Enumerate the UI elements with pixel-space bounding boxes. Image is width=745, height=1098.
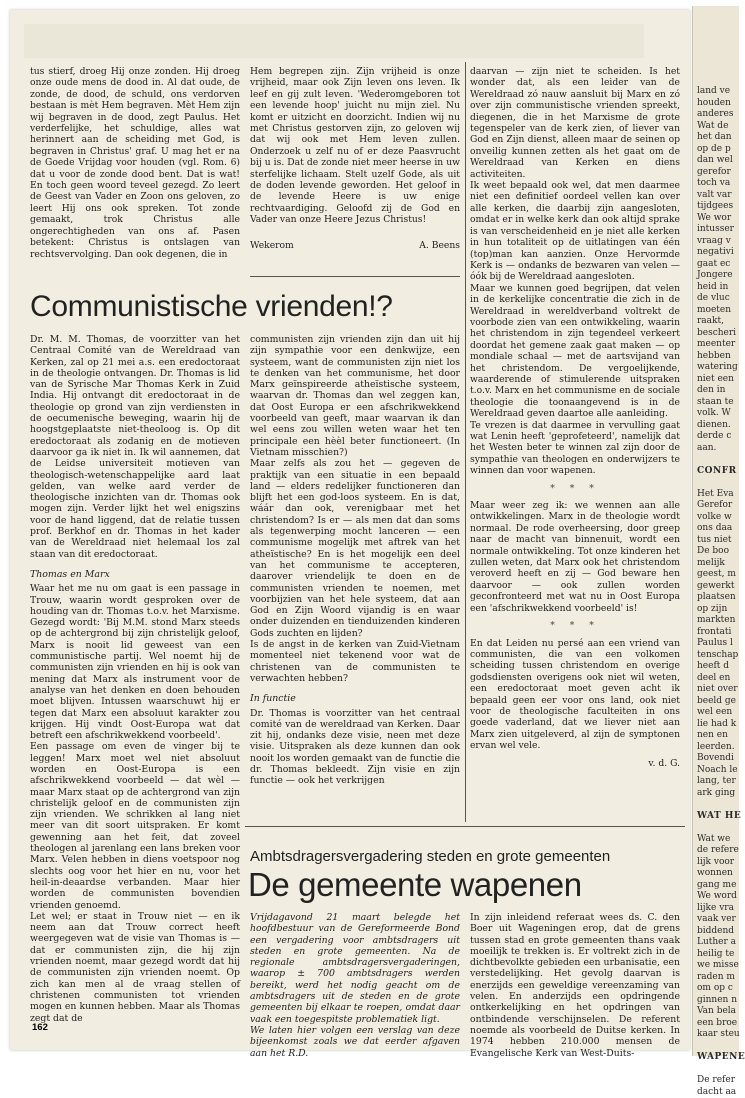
adjacent-line: watering xyxy=(693,362,739,374)
adjacent-line: dacht aa xyxy=(693,1087,739,1098)
article2-lead-text: We laten hier volgen een verslag van deze bijeenkomst zoals we dat eerder afgaven aan het R.D. xyxy=(250,1025,460,1059)
adjacent-line: negativi xyxy=(693,247,739,259)
adjacent-line: Wat we xyxy=(693,834,739,846)
adjacent-line: dan wel xyxy=(693,155,739,167)
adjacent-line: bescheri xyxy=(693,328,739,340)
article1-col1 xyxy=(30,334,240,1024)
adjacent-line: Paulus l xyxy=(693,638,739,650)
adjacent-line: Jongere xyxy=(693,270,739,282)
adjacent-line: markten xyxy=(693,615,739,627)
adjacent-line: heilig te xyxy=(693,949,739,961)
adjacent-line: lang, ter xyxy=(693,776,739,788)
adjacent-line: wel een xyxy=(693,707,739,719)
right-text: daarvan — zijn niet te scheiden. Is het wonder dat, als een leider van de Wereldraad zó nauw aansluit bij Marx en zó over zijn communistische vrienden spreekt, diegenen, die in het Marxisme de grote tegenspeler van de kerk zien, of liever van God en Zijn dienst, alleen maar de seinen op onveilig kunnen zetten als het gaat om de Wereldraad van Kerken en diens activiteiten. xyxy=(470,66,680,180)
adjacent-line: ark ging xyxy=(693,788,739,800)
article-text: Dr. Thomas is voorzitter van het centraal comité van de wereldraad van Kerken. Daar zit hij, ondanks deze visie, neen met deze visie. Uitspraken als deze kunnen dan ook nooit los worden gemaakt van de functie die dr. Thomas bekleedt. Zijn visie en zijn functie — ook het verkrijgen xyxy=(250,708,460,787)
section-stars: * * * xyxy=(470,483,680,494)
adjacent-line: we misse xyxy=(693,960,739,972)
adjacent-line: niet over xyxy=(693,684,739,696)
right-signature: v. d. G. xyxy=(470,758,680,769)
adjacent-line: heeft d xyxy=(693,661,739,673)
adjacent-line: lijk voor xyxy=(693,857,739,869)
adjacent-line: hebben xyxy=(693,351,739,363)
adjacent-line: De boo xyxy=(693,546,739,558)
right-column xyxy=(470,66,680,769)
adjacent-line: De refer xyxy=(693,1075,739,1087)
adjacent-line: heid in xyxy=(693,282,739,294)
adjacent-line: Wat de xyxy=(693,121,739,133)
article-text: Een passage om even de vinger bij te leggen! Marx moet wel niet absoluut worden en Oost-Europa is een afschrikwekkend voorbeeld — dat wèl — maar Marx staat op de achtergrond van zijn christelijk geloof en de communisten zijn zijn vrienden. We schrikken al lang niet meer van dit soort uitspraken. Er komt gewenning aan het feit, dat zoveel theologen al jarenlang een lans breken voor Marx. Velen hebben in diens voetspoor nog slechts oog voor het hier en nu, voor het heil-in-deaardse verbanden. Maar hier worden de communisten bovendien vrienden genoemd. xyxy=(30,741,240,910)
adjacent-line: raden m xyxy=(693,972,739,984)
article1-col2 xyxy=(250,334,460,787)
adjacent-line: nen en xyxy=(693,730,739,742)
adjacent-line: anderes xyxy=(693,109,739,121)
adjacent-line: op de p xyxy=(693,144,739,156)
adjacent-line: houden xyxy=(693,98,739,110)
article-text: Let wel; er staat in Trouw niet — en ik neem aan dat Trouw correct heeft weergegeven wat de visie van Thomas is — dat er communisten zijn, die hij zijn vrienden noemt, maar gezegd wordt dat hij de communisten zijn vrienden noemt. Op zich kan men al de vraag stellen of christenen communisten tot vrienden mogen en kunnen hebben. Maar als Thomas zegt dat de xyxy=(30,911,240,1024)
adjacent-line: melijk xyxy=(693,558,739,570)
adjacent-line: de refere xyxy=(693,845,739,857)
adjacent-line: deel en xyxy=(693,673,739,685)
adjacent-line: tenschap xyxy=(693,650,739,662)
adjacent-line: het dan xyxy=(693,132,739,144)
adjacent-heading: WAT HE xyxy=(693,811,739,823)
article2-lead xyxy=(250,912,460,1059)
adjacent-line: raakt, xyxy=(693,316,739,328)
page-number: 162 xyxy=(32,1022,48,1033)
adjacent-line: biddend xyxy=(693,926,739,938)
adjacent-line: dienen. xyxy=(693,420,739,432)
adjacent-line: lie had k xyxy=(693,719,739,731)
adjacent-line: Bovendi xyxy=(693,753,739,765)
adjacent-line: om op c xyxy=(693,983,739,995)
adjacent-line: vraag v xyxy=(693,236,739,248)
article2-kicker: Ambtsdragersvergadering steden en grote gemeenten xyxy=(250,848,670,865)
article-text: Waar het me nu om gaat is een passage in Trouw, waarin wordt gesproken over de houding van dr. Thomas t.o.v. het Marxisme. Gezegd wordt: 'Bij M.M. stond Marx steeds op de achtergrond bij zijn christelijk geloof, Marx is nooit lid geweest van een communistische partij. Wel noemt hij de communisten zijn vrienden en hij is ook van mening dat Marx als instrument voor de analyse van het denken en doen behouden moet blijven. Intussen waarschuwt hij er tegen dat Marx een absoluut karakter zou krijgen. Hij vindt Oost-Europa wat dat betreft een afschrikwekkend voorbeeld'. xyxy=(30,583,240,741)
adjacent-line: beeld ge xyxy=(693,696,739,708)
adjacent-line: volke w xyxy=(693,512,739,524)
adjacent-line: intusser xyxy=(693,224,739,236)
adjacent-line: valt var xyxy=(693,190,739,202)
top-article-author: A. Beens xyxy=(419,240,460,251)
article-text: Maar zelfs als zou het — gegeven de praktijk van een situatie in een bepaald land — elders redelijker functioneren dan blijft het een god-loos systeem. En is dat, wáár dan ook, verenigbaar met het christendom? Is er — als men dat dan soms als tegenwerping mocht lanceren — een communisme mogelijk met aftrek van het atheïstische? En is het mogelijk een deel van het communisme te accepteren, daarover vriendelijk te doen en de communisten vrienden te noemen, met voorbijzien van het hele systeem, dat aan God en Zijn Woord vijandig is en waar onder duizenden en tienduizenden kinderen Gods zuchten en lijden? xyxy=(250,458,460,639)
adjacent-line: tus niet xyxy=(693,535,739,547)
adjacent-line: gerefor xyxy=(693,167,739,179)
adjacent-line: We wor xyxy=(693,213,739,225)
adjacent-line: gaat ec xyxy=(693,259,739,271)
adjacent-line: geest, m xyxy=(693,569,739,581)
adjacent-heading: CONFR xyxy=(693,466,739,478)
adjacent-line: aan. xyxy=(693,443,739,455)
adjacent-line: vaak ver xyxy=(693,914,739,926)
adjacent-line: toch va xyxy=(693,178,739,190)
adjacent-line: volk. W xyxy=(693,408,739,420)
right-text: Maar we kunnen goed begrijpen, dat velen in de kerkelijke concentratie die zich in de Wereldraad in wereldverband voltrekt de voorbode zien van een ontwikkeling, waarin het christendom in zijn tegendeel verkeert doordat het gemene zaak gaat maken — op mondiale schaal — met de aartsvijand van het christendom. De vergoelijkende, waarderende of stimulerende uitspraken t.o.v. Marx en het communisme en de sociale theologie die toonaangevend is in de Wereldraad geven daartoe alle aanleiding. xyxy=(470,283,680,420)
top-article-col2 xyxy=(250,66,460,251)
adjacent-line: Gerefor xyxy=(693,500,739,512)
adjacent-line: op zijn xyxy=(693,604,739,616)
article2-lead-text: Vrijdagavond 21 maart belegde het hoofdbestuur van de Gereformeerde Bond een vergadering voor ambtsdragers uit steden en grote gemeenten. Na de regionale ambtsdragersvergaderingen, waarop ± 700 ambtsdragers werden bereikt, werd het nodig geacht om de ambtsdragers uit de steden en de grote gemeenten bij elkaar te roepen, omdat daar vaak een toegespitste problematiek ligt. xyxy=(250,912,460,1025)
article-text: communisten zijn vrienden zijn dan uit hij zijn sympathie voor een denkwijze, een systeem, want de communisten zijn niet los te denken van het communisme, het door Marx geïnspireerde atheïstische systeem, waarvan dr. Thomas dan wel zeggen kan, dat Oost Europa er een afschrikwekkend voorbeeld van geeft, maar waarvan ik dan wel eens zou willen weten waar het ten principale een hèèl beter functioneert. (In Vietnam misschien?) xyxy=(250,334,460,458)
article-subheading: Thomas en Marx xyxy=(30,569,240,580)
adjacent-line: Het Eva xyxy=(693,489,739,501)
adjacent-line: plaatsen xyxy=(693,592,739,604)
right-text: En dat Leiden nu persé aan een vriend van communisten, die van een volkomen scheiding tussen christendom en overige godsdiensten overigens ook niet wil weten, een eredoctoraat moet geven acht ik bepaald geen eer voor ons land, ook niet voor de theologische faculteiten in ons goede vaderland, dat we liever niet aan Marx zien uitgeleverd, al zijn de symptonen ervan wel vele. xyxy=(470,638,680,752)
article2-body-text: In zijn inleidend referaat wees ds. C. den Boer uit Wageningen erop, dat de grens tussen stad en grote gemeenten thans vaak moeilijk te trekken is. Er voltrekt zich in de dichtbevolkte gebieden een urbanisatie, een verstedelijking. Het gevolg daarvan is enerzijds een geweldige vereenzaming van velen. En anderzijds een opdringende ontkerkelijking en het opdringen van ontbindende verschijnselen. De referent noemde als voorbeeld de Duitse kerken. In 1974 hebben 210.000 mensen de Evangelische Kerk van West-Duits- xyxy=(470,912,680,1059)
adjacent-line: den in xyxy=(693,385,739,397)
column-rule xyxy=(465,62,466,822)
adjacent-line: Luther a xyxy=(693,937,739,949)
right-text: Te vrezen is dat daarmee in vervulling gaat wat Lenin heeft 'geprofeteerd', namelijk dat het Westen beter te winnen zal zijn door de sympathie van theologen en onderwijzers te winnen dan voor wapenen. xyxy=(470,420,680,477)
right-text: Ik weet bepaald ook wel, dat men daarmee niet een definitief oordeel vellen kan over alle kerken, die daarbij zijn aangesloten, omdat er in welke kerk dan ook altijd sprake is van verscheidenheid en je niet alle kerken in hun totaliteit op de uitlatingen van één (top)man kan aanzien. Onze Hervormde Kerk is — ondanks de bezwaren van velen — óók bij de Wereldraad aangesloten. xyxy=(470,180,680,283)
article-subheading: In functie xyxy=(250,693,460,704)
article-text: Dr. M. M. Thomas, de voorzitter van het Centraal Comité van de Wereldraad van Kerken, zal op 21 mei a.s. een eredoctoraat in de theologie ontvangen. Dr. Thomas is lid van de Syrische Mar Thomas Kerk in Zuid India. Hij ontvangt dit eredoctoraat in de theologie op grond van zijn verdiensten in de oecumenische beweging, waarin hij de hoogstgeplaatste niet-theoloog is. Op dit eredoctoraat als zodanig en de motieven daarvoor ga ik niet in. Ik wil aannemen, dat de Leidse universiteit motieven van theologisch-wetenschappelijke aard laat gelden, van welke aard verder de theologische inzichten van dr. Thomas ook mogen zijn. Verder lijkt het wel enigszins voor de hand liggend, dat de relatie tussen prof. Berkhof en dr. Thomas in het kader van de Wereldraad niet helemaal los zal staan van dit eredoctoraat. xyxy=(30,334,240,560)
divider xyxy=(245,826,685,827)
page-top-strip xyxy=(24,24,644,58)
section-stars: * * * xyxy=(470,620,680,631)
adjacent-line: kaar steu xyxy=(693,1029,739,1041)
adjacent-line: de vluc xyxy=(693,293,739,305)
adjacent-line: een broe xyxy=(693,1018,739,1030)
adjacent-line: tijdgees xyxy=(693,201,739,213)
adjacent-line: ginnen n xyxy=(693,995,739,1007)
article2-body xyxy=(470,912,680,1059)
right-text: Maar weer zeg ik: we wennen aan alle ontwikkelingen. Marx in de theologie wordt normaal. De rode overheersing, door greep naar de macht van binnenuit, wordt een normale ontwikkeling. Tot onze kinderen het zullen weten, dat Marx ook het christendom veroverd heeft en zij — God beware hen daarvoor — ook zullen worden geconfronteerd met wat nu in Oost Europa een 'afschrikwekkend voorbeeld' is! xyxy=(470,500,680,614)
adjacent-line: land ve xyxy=(693,86,739,98)
adjacent-line: frontati xyxy=(693,627,739,639)
article-title: Communistische vrienden!? xyxy=(30,290,450,324)
adjacent-line: wonnen xyxy=(693,868,739,880)
divider xyxy=(250,276,460,277)
article-text: Is de angst in de kerken van Zuid-Vietnam momenteel niet tekenend voor wat de christenen van de communisten te verwachten hebben? xyxy=(250,639,460,684)
adjacent-line: staan te xyxy=(693,397,739,409)
top-article-signature xyxy=(250,240,460,251)
adjacent-line: gewerkt xyxy=(693,581,739,593)
top-article-col1 xyxy=(30,66,240,260)
adjacent-line: Van bela xyxy=(693,1006,739,1018)
article2-title: De gemeente wapenen xyxy=(248,866,678,904)
adjacent-page-strip xyxy=(692,6,739,1056)
adjacent-line: leerden. xyxy=(693,742,739,754)
adjacent-line: We word xyxy=(693,891,739,903)
adjacent-line: lijke vra xyxy=(693,903,739,915)
adjacent-heading: WAPENE xyxy=(693,1052,739,1064)
adjacent-line: derde c xyxy=(693,431,739,443)
adjacent-line: ons daa xyxy=(693,523,739,535)
adjacent-line: moeten xyxy=(693,305,739,317)
adjacent-line: gang me xyxy=(693,880,739,892)
adjacent-line: niet een xyxy=(693,374,739,386)
adjacent-line: meenter xyxy=(693,339,739,351)
top-article-text: tus stierf, droeg Hij onze zonden. Hij droeg onze oude mens de dood in. Al dat oude, de zonde, de dood, de schuld, ons verdorven bestaan is mèt Hem begraven. Mèt Hem zijn wij begraven in de dood, zegt Paulus. Het verderfelijke, het schuldige, alles wat herinnert aan de scheiding met God, is begraven in Christus' graf. U mag het er na de Goede Vrijdag voor houden (vgl. Rom. 6) dat u voor de zonde dood bent. Dat is wat! En toch geen woord teveel gezegd. Zo leert de Geest van Vader en Zoon ons geloven, zo leert Hij ons ook spreken. Tot zonde gemaakt, trok Christus alle ongerechtigheden van ons af. Pasen betekent: Christus is ontslagen van rechtsvervolging. Dan ook degenen, die in xyxy=(30,66,240,260)
adjacent-line: Noach le xyxy=(693,765,739,777)
top-article-text: Hem begrepen zijn. Zijn vrijheid is onze vrijheid, maar ook Zijn leven ons leven. Ik leef en gij zult leven. 'Wederomgeboren tot een levende hoop' juicht nu mijn ziel. Nu komt er uitzicht en doorzicht. Indien wij nu met Christus gestorven zijn, zo geloven wij dat wij ook met Hem leven zullen. Onderzoek u zelf nu of er deze Paasvrucht bij u is. Dat de zonde niet meer heerse in uw sterfelijke lichaam. Stelt uzelf Gode, als uit de doden levende geworden. Het geloof in de levende Heere is uw enige rechtvaardiging. Geloofd zij de God en Vader van onze Heere Jezus Christus! xyxy=(250,66,460,226)
top-article-place: Wekerom xyxy=(250,240,294,251)
